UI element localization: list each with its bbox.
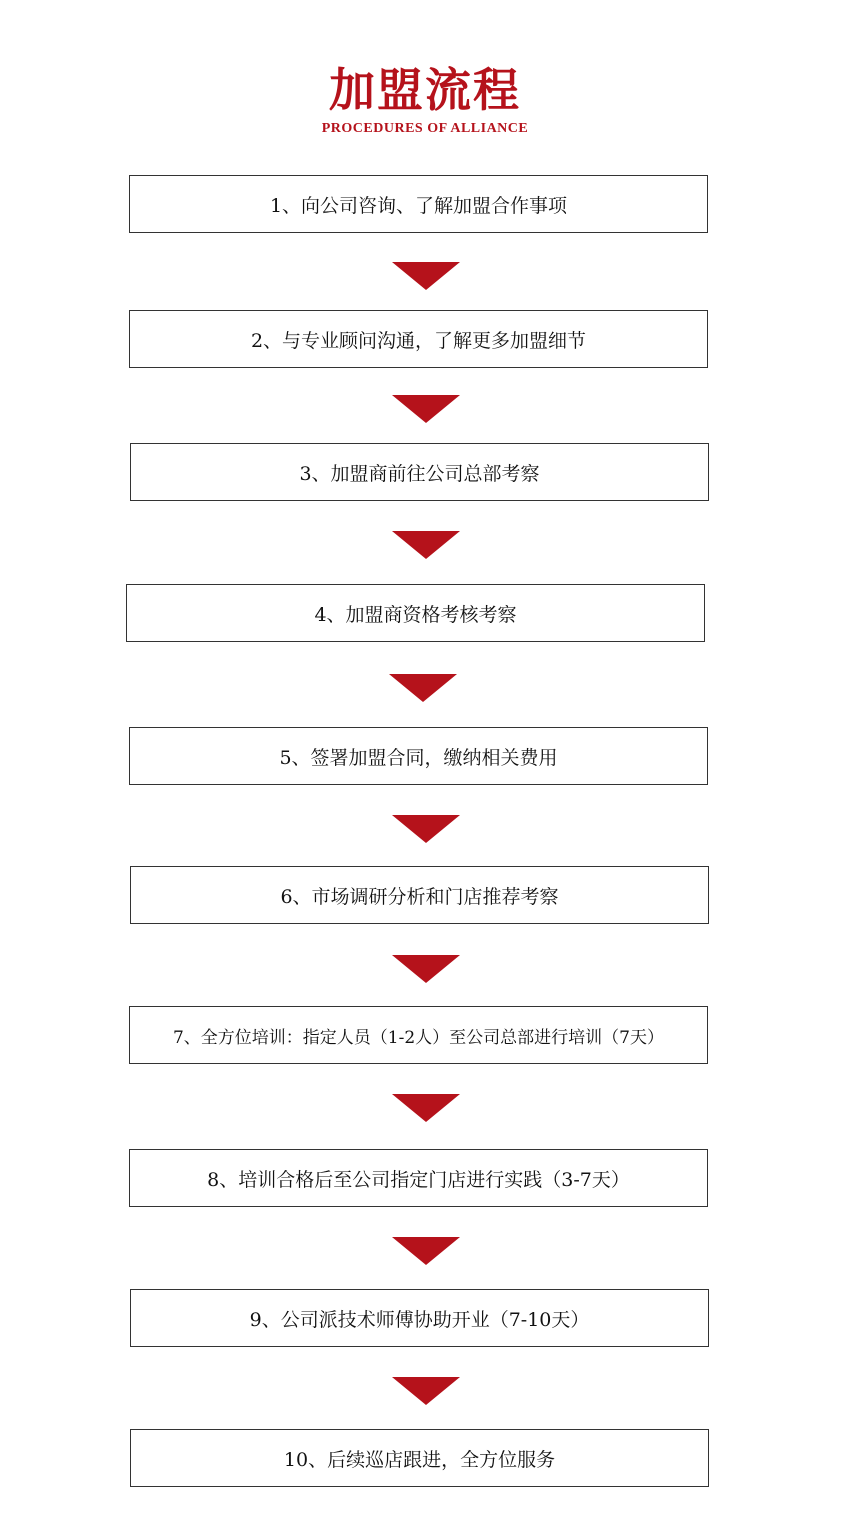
flow-step-8: 8、培训合格后至公司指定门店进行实践（3-7天） [129,1149,708,1207]
down-arrow-icon [392,1237,460,1265]
flow-step-7: 7、全方位培训：指定人员（1-2人）至公司总部进行培训（7天） [129,1006,708,1064]
down-arrow-icon [392,531,460,559]
down-arrow-icon [392,955,460,983]
page-title: 加盟流程 [329,63,521,117]
down-arrow-icon [392,1094,460,1122]
flow-step-2: 2、与专业顾问沟通，了解更多加盟细节 [129,310,708,368]
down-arrow-icon [392,815,460,843]
flow-step-5: 5、签署加盟合同，缴纳相关费用 [129,727,708,785]
flow-step-3: 3、加盟商前往公司总部考察 [130,443,709,501]
flow-step-9: 9、公司派技术师傅协助开业（7-10天） [130,1289,709,1347]
flow-step-10: 10、后续巡店跟进，全方位服务 [130,1429,709,1487]
flow-step-1: 1、向公司咨询、了解加盟合作事项 [129,175,708,233]
flow-step-4: 4、加盟商资格考核考察 [126,584,705,642]
down-arrow-icon [392,1377,460,1405]
down-arrow-icon [392,262,460,290]
down-arrow-icon [392,395,460,423]
down-arrow-icon [389,674,457,702]
flow-step-6: 6、市场调研分析和门店推荐考察 [130,866,709,924]
page-subtitle: PROCEDURES OF ALLIANCE [321,121,529,136]
